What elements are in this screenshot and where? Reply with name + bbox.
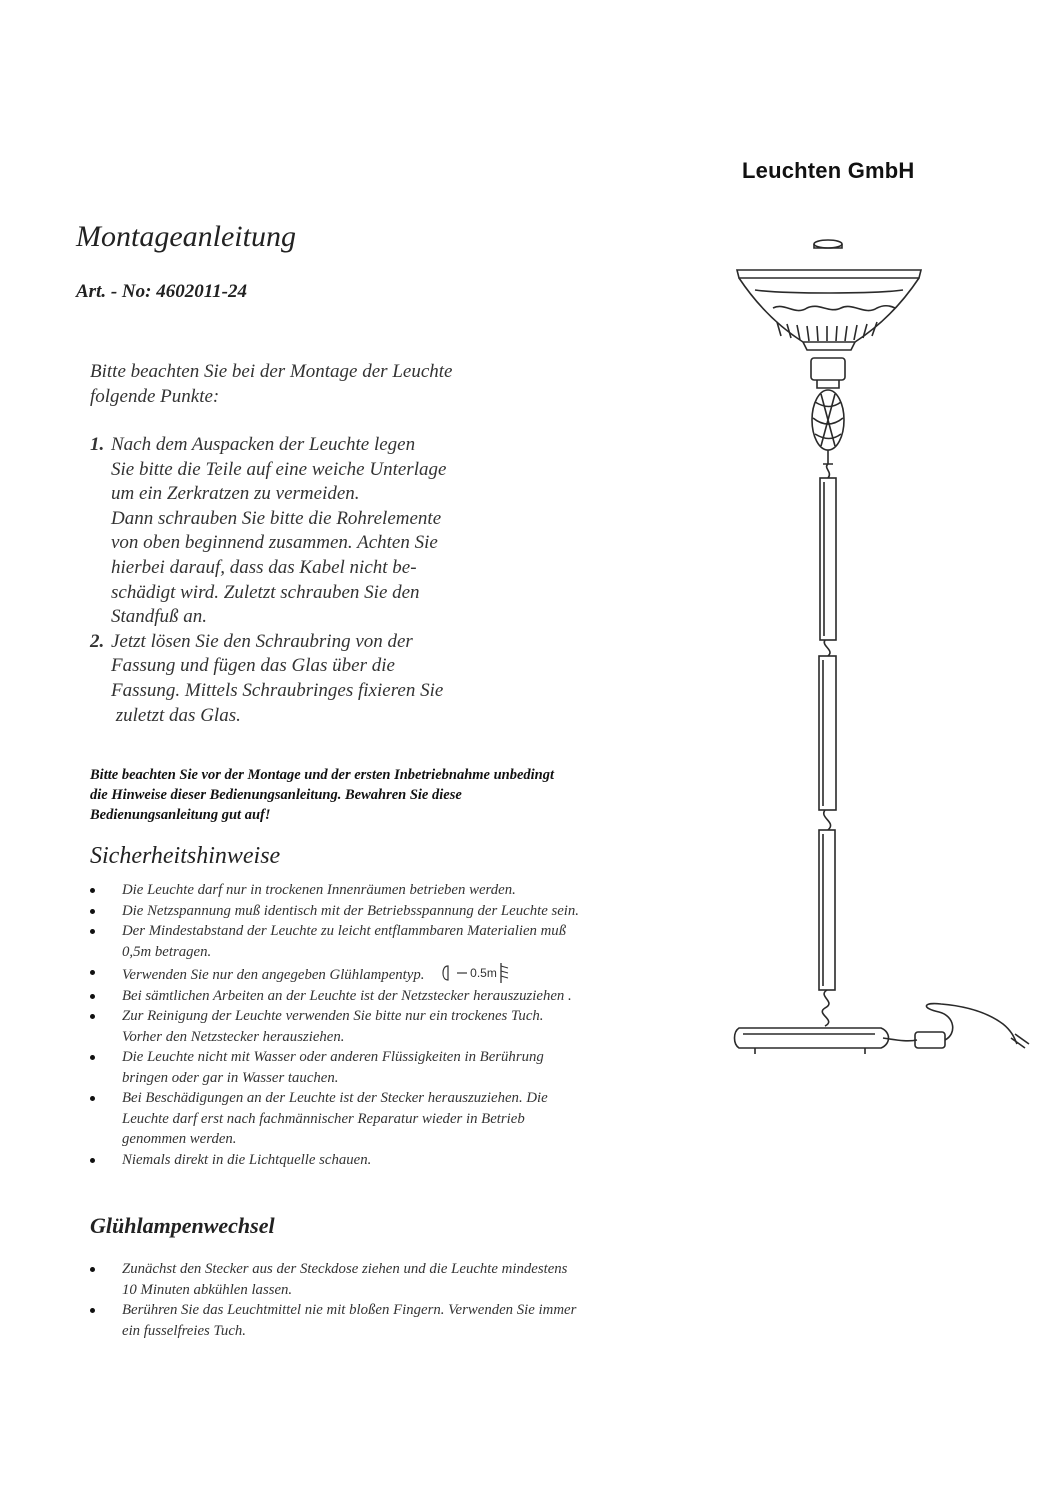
notice-line: Bitte beachten Sie vor der Montage und der ersten Inbetriebnahme unbedingt: [90, 767, 555, 783]
bullet-icon: [90, 994, 95, 999]
lamp-power-cord: [883, 1004, 1029, 1048]
list-item-text: Die Leuchte nicht mit Wasser oder anderen Flüssigkeiten in Berührung: [122, 1049, 544, 1065]
list-item-text: 10 Minuten abkühlen lassen.: [122, 1281, 293, 1298]
safety-list: [90, 880, 690, 1170]
bullet-icon: [90, 1096, 95, 1101]
article-number: Art. - No: 4602011-24: [76, 281, 247, 302]
lamp-pipe-lower: [819, 830, 835, 990]
floor-lamp-illustration: [725, 232, 1035, 1077]
bullet-icon: [90, 1055, 95, 1060]
bullet-icon: [90, 929, 95, 934]
list-item: [90, 962, 690, 986]
step-line: Standfuß an.: [111, 606, 208, 628]
lamp-shade: [737, 270, 921, 350]
intro-line: folgende Punkte:: [90, 385, 220, 407]
document-title: Montageanleitung: [76, 220, 296, 253]
list-item-text: Bei sämtlichen Arbeiten an der Leuchte ist der Netzstecker herauszuziehen .: [122, 987, 572, 1004]
step-item: [90, 433, 530, 630]
step-line: Fassung. Mittels Schraubringes fixieren Sie: [111, 679, 444, 701]
list-item: [90, 1300, 690, 1341]
step-number: 2.: [90, 630, 105, 652]
list-item-text: Der Mindestabstand der Leuchte zu leicht entflammbaren Materialien muß: [122, 923, 567, 939]
step-line: von oben beginnend zusammen. Achten Sie: [111, 532, 438, 554]
list-item: [90, 1259, 690, 1300]
step-line: Fassung und fügen das Glas über die: [111, 655, 395, 677]
list-item-text: Bei Beschädigungen an der Leuchte ist der Stecker herauszuziehen. Die: [122, 1090, 548, 1106]
lamp-finial: [814, 240, 842, 248]
list-item-text: Berühren Sie das Leuchtmittel nie mit bloßen Fingern. Verwenden Sie immer: [122, 1302, 577, 1318]
list-item: [90, 901, 690, 922]
list-item-text: Zur Reinigung der Leuchte verwenden Sie bitte nur ein trockenes Tuch.: [122, 1008, 544, 1024]
list-item-text: Zunächst den Stecker aus der Steckdose ziehen und die Leuchte mindestens: [122, 1261, 568, 1277]
bullet-icon: [90, 1308, 95, 1313]
lamp-ornament: [812, 390, 844, 464]
list-item: [90, 880, 690, 901]
list-item-text: genommen werden.: [122, 1131, 237, 1147]
bulb-change-heading: Glühlampenwechsel: [90, 1213, 275, 1238]
distance-symbol-icon: [442, 962, 511, 984]
list-item-text: [122, 962, 690, 986]
list-item: [90, 1047, 690, 1088]
list-item-text: 0,5m betragen.: [122, 943, 212, 960]
list-item-text: Leuchte darf erst nach fachmännischer Reparatur wieder in Betrieb: [122, 1110, 525, 1127]
company-name: Leuchten GmbH: [742, 158, 915, 183]
notice-line: Bedienungsanleitung gut auf!: [90, 807, 271, 823]
intro-line: Bitte beachten Sie bei der Montage der Leuchte: [90, 361, 453, 382]
list-item-text: ein fusselfreies Tuch.: [122, 1322, 246, 1339]
bullet-icon: [90, 1158, 95, 1163]
lamp-cable-top: [827, 464, 830, 478]
list-item: [90, 1150, 690, 1171]
list-item-text: Vorher den Netzstecker herausziehen.: [122, 1028, 345, 1045]
distance-symbol-label: 0.5m: [470, 965, 497, 980]
bullet-icon: [90, 909, 95, 914]
bullet-icon: [90, 970, 95, 975]
intro-text: [90, 360, 452, 409]
step-line: zuletzt das Glas.: [111, 704, 241, 726]
notice-text: [90, 765, 690, 825]
bullet-icon: [90, 1267, 95, 1272]
assembly-steps: [90, 433, 530, 728]
safety-heading: Sicherheitshinweise: [90, 843, 281, 869]
bullet-icon: [90, 888, 95, 893]
list-item: [90, 1006, 690, 1047]
list-item-text: Die Leuchte darf nur in trockenen Innenräumen betrieben werden.: [122, 882, 516, 898]
lamp-pipe-upper: [820, 478, 836, 656]
list-item-text: Die Netzspannung muß identisch mit der Betriebsspannung der Leuchte sein.: [122, 902, 580, 919]
list-item: [90, 921, 690, 962]
step-line: Jetzt lösen Sie den Schraubring von der: [111, 630, 413, 652]
step-number: 1.: [90, 434, 105, 455]
lamp-cable-bottom: [822, 990, 829, 1026]
bullet-icon: [90, 1014, 95, 1019]
step-line: um ein Zerkratzen zu vermeiden.: [111, 483, 360, 505]
step-line: Nach dem Auspacken der Leuchte legen: [111, 434, 416, 455]
lamp-pipe-middle: [819, 656, 836, 830]
list-item-text: Verwenden Sie nur den angegeben Glühlampentyp.: [122, 967, 425, 983]
step-line: Dann schrauben Sie bitte die Rohrelemente: [111, 507, 442, 529]
list-item: [90, 986, 690, 1007]
list-item-text: Niemals direkt in die Lichtquelle schauen.: [122, 1151, 372, 1168]
list-item-text: bringen oder gar in Wasser tauchen.: [122, 1069, 339, 1086]
lamp-base: [735, 1028, 889, 1054]
step-line: Sie bitte die Teile auf eine weiche Unterlage: [111, 458, 447, 480]
step-line: schädigt wird. Zuletzt schrauben Sie den: [111, 581, 420, 603]
list-item: [90, 1088, 690, 1150]
notice-line: die Hinweise dieser Bedienungsanleitung. Bewahren Sie diese: [90, 787, 462, 803]
step-item: [90, 630, 530, 728]
step-line: hierbei darauf, dass das Kabel nicht be-: [111, 556, 417, 578]
lamp-socket: [811, 358, 845, 388]
bulb-change-list: [90, 1259, 690, 1341]
